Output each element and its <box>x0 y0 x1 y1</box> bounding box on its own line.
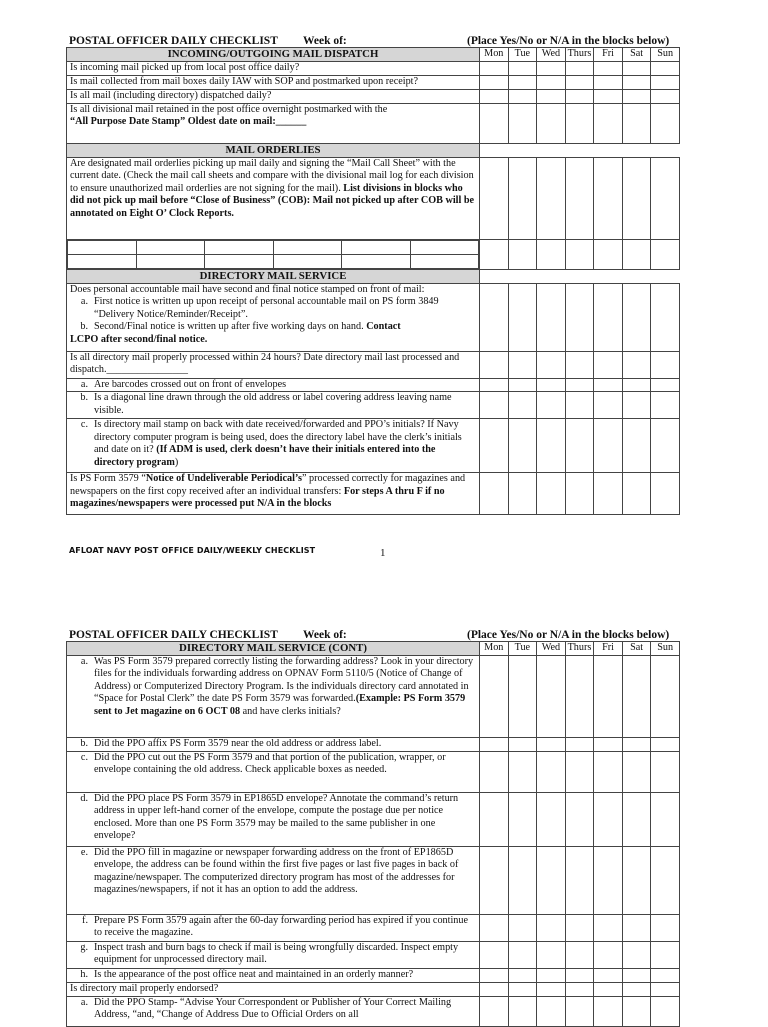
answer-cell-thurs[interactable] <box>565 656 594 738</box>
answer-cell-sun[interactable] <box>651 793 680 847</box>
division-block[interactable] <box>136 241 205 255</box>
answer-cell-thurs[interactable] <box>565 983 594 997</box>
answer-cell-fri[interactable] <box>594 752 623 793</box>
page-header <box>69 35 681 47</box>
question-text: Is all divisional mail retained in the post office overnight postmarked with the <box>70 104 388 115</box>
answer-cell-tue[interactable] <box>508 969 537 983</box>
answer-cell-fri[interactable] <box>594 738 623 752</box>
checklist-question <box>67 915 480 942</box>
answer-cell-fri[interactable] <box>594 352 623 379</box>
item-text: Did the PPO place PS Form 3579 in EP1865D envelope? Annotate the command’s return address in upper left-hand corner of the envelope, compute the postage due per notice enclosed. More than one PS Form 3579 may be mailed to the same publisher in one envelope? <box>94 793 459 842</box>
instructions-label: (Place Yes/No or N/A in the blocks below) <box>467 629 670 641</box>
item-text: and have clerks initials? <box>240 705 341 717</box>
question-text: Is PS Form 3579 “ <box>70 473 146 485</box>
checklist-question <box>67 473 480 515</box>
answer-cell-thurs[interactable] <box>565 915 594 942</box>
answer-cell-tue[interactable] <box>508 76 537 90</box>
answer-cell-tue[interactable] <box>508 240 537 270</box>
answer-cell-wed[interactable] <box>537 793 566 847</box>
section-heading: MAIL ORDERLIES <box>67 144 480 158</box>
item-letter: a. <box>80 379 88 390</box>
checklist-title: POSTAL OFFICER DAILY CHECKLIST <box>69 629 278 641</box>
answer-cell-mon[interactable] <box>480 969 509 983</box>
division-block[interactable] <box>68 255 137 269</box>
division-block[interactable] <box>410 241 479 255</box>
answer-cell-tue[interactable] <box>508 983 537 997</box>
answer-cell-wed[interactable] <box>537 915 566 942</box>
answer-cell-tue[interactable] <box>508 352 537 379</box>
answer-cell-wed[interactable] <box>537 983 566 997</box>
item-text: ) <box>174 456 179 468</box>
section-heading: DIRECTORY MAIL SERVICE <box>67 270 480 284</box>
division-block[interactable] <box>136 255 205 269</box>
answer-cell-tue[interactable] <box>508 997 537 1027</box>
day-header-wed: Wed <box>537 642 566 656</box>
answer-cell-sun[interactable] <box>651 104 680 144</box>
page-number: 1 <box>380 547 386 559</box>
answer-cell-fri[interactable] <box>594 419 623 473</box>
answer-cell-thurs[interactable] <box>565 847 594 915</box>
answer-cell-tue[interactable] <box>508 392 537 419</box>
answer-cell-fri[interactable] <box>594 969 623 983</box>
answer-cell-sun[interactable] <box>651 738 680 752</box>
checklist-question <box>67 392 480 419</box>
answer-cell-mon[interactable] <box>480 419 509 473</box>
answer-cell-tue[interactable] <box>508 915 537 942</box>
answer-cell-sun[interactable] <box>651 90 680 104</box>
answer-cell-mon[interactable] <box>480 983 509 997</box>
answer-cell-sat[interactable] <box>622 62 651 76</box>
answer-cell-fri[interactable] <box>594 942 623 969</box>
checklist-question <box>67 419 480 473</box>
checklist-question <box>67 847 480 915</box>
answer-cell-thurs[interactable] <box>565 793 594 847</box>
item-text: Did the PPO cut out the PS Form 3579 and that portion of the publication, wrapper, or envelope containing the old address. Check applicable boxes as needed. <box>94 752 446 776</box>
item-letter: c. <box>80 752 88 763</box>
footer-title: AFLOAT NAVY POST OFFICE DAILY/WEEKLY CHECKLIST <box>69 546 316 555</box>
checklist-question: Is mail collected from mail boxes daily IAW with SOP and postmarked upon receipt? <box>67 76 480 90</box>
item-text-bold: Contact <box>366 321 401 333</box>
answer-cell-wed[interactable] <box>537 90 566 104</box>
item-text: Is a diagonal line drawn through the old address or label covering address leaving name visible. <box>94 392 452 416</box>
answer-cell-wed[interactable] <box>537 942 566 969</box>
answer-cell-wed[interactable] <box>537 104 566 144</box>
answer-cell-fri[interactable] <box>594 392 623 419</box>
answer-cell-wed[interactable] <box>537 76 566 90</box>
answer-cell-sat[interactable] <box>622 997 651 1027</box>
day-header-sat: Sat <box>622 48 651 62</box>
answer-cell-thurs[interactable] <box>565 392 594 419</box>
checklist-question <box>67 942 480 969</box>
answer-cell-sun[interactable] <box>651 473 680 515</box>
answer-cell-fri[interactable] <box>594 847 623 915</box>
answer-cell-sat[interactable] <box>622 158 651 240</box>
checklist-question <box>67 752 480 793</box>
checklist-table-page-1 <box>66 47 680 515</box>
page-header <box>69 629 681 641</box>
answer-cell-fri[interactable] <box>594 62 623 76</box>
item-text: Is the appearance of the post office neat and maintained in an orderly manner? <box>94 969 414 980</box>
item-text: Did the PPO fill in magazine or newspaper forwarding address on the front of EP1865D envelope, the address can be found within the first five pages or last five pages in back of magazine/newspaper. The computerized directory program has most of the addresses for magazines/newspapers, if not it has an option to add the address. <box>94 847 459 896</box>
answer-cell-sat[interactable] <box>622 284 651 352</box>
answer-cell-thurs[interactable] <box>565 752 594 793</box>
checklist-question <box>67 997 480 1027</box>
answer-cell-fri[interactable] <box>594 473 623 515</box>
day-header-tue: Tue <box>508 48 537 62</box>
item-letter: a. <box>80 296 88 308</box>
answer-cell-sat[interactable] <box>622 738 651 752</box>
answer-cell-wed[interactable] <box>537 240 566 270</box>
answer-cell-tue[interactable] <box>508 379 537 392</box>
answer-cell-sat[interactable] <box>622 379 651 392</box>
question-text: ” processed correctly for magazines and newspapers on the first copy received after an individual transfers: <box>70 473 466 497</box>
answer-cell-wed[interactable] <box>537 847 566 915</box>
answer-cell-thurs[interactable] <box>565 379 594 392</box>
answer-cell-sat[interactable] <box>622 419 651 473</box>
answer-cell-mon[interactable] <box>480 738 509 752</box>
answer-cell-sun[interactable] <box>651 915 680 942</box>
answer-cell-sun[interactable] <box>651 352 680 379</box>
answer-cell-tue[interactable] <box>508 284 537 352</box>
answer-cell-fri[interactable] <box>594 983 623 997</box>
answer-cell-tue[interactable] <box>508 738 537 752</box>
item-text-bold: (If ADM is used, clerk doesn’t have their initials entered into the directory program <box>94 444 436 468</box>
item-letter: d. <box>80 793 88 804</box>
answer-cell-tue[interactable] <box>508 90 537 104</box>
week-of-label: Week of: <box>303 35 347 47</box>
answer-cell-thurs[interactable] <box>565 62 594 76</box>
answer-cell-wed[interactable] <box>537 738 566 752</box>
item-text: Did the PPO Stamp- “Advise Your Correspondent or Publisher of Your Correct Mailing Address, “and, “Change of Address Due to Official Orders on all <box>94 997 452 1021</box>
answer-cell-mon[interactable] <box>480 997 509 1027</box>
answer-cell-wed[interactable] <box>537 997 566 1027</box>
answer-cell-mon[interactable] <box>480 284 509 352</box>
answer-cell-wed[interactable] <box>537 62 566 76</box>
answer-cell-sun[interactable] <box>651 62 680 76</box>
answer-cell-sun[interactable] <box>651 158 680 240</box>
answer-cell-thurs[interactable] <box>565 90 594 104</box>
answer-cell-mon[interactable] <box>480 847 509 915</box>
answer-cell-thurs[interactable] <box>565 240 594 270</box>
answer-cell-tue[interactable] <box>508 942 537 969</box>
day-header-mon: Mon <box>480 642 509 656</box>
answer-cell-wed[interactable] <box>537 656 566 738</box>
answer-cell-tue[interactable] <box>508 656 537 738</box>
checklist-question <box>67 793 480 847</box>
answer-cell-fri[interactable] <box>594 379 623 392</box>
checklist-question <box>67 379 480 392</box>
day-header-sun: Sun <box>651 48 680 62</box>
answer-cell-mon[interactable] <box>480 104 509 144</box>
item-text-bold: LCPO after second/final notice. <box>70 333 208 345</box>
answer-cell-sun[interactable] <box>651 983 680 997</box>
answer-cell-fri[interactable] <box>594 90 623 104</box>
answer-cell-wed[interactable] <box>537 419 566 473</box>
answer-cell-sat[interactable] <box>622 392 651 419</box>
checklist-question <box>67 284 480 352</box>
answer-cell-sat[interactable] <box>622 915 651 942</box>
answer-cell-sun[interactable] <box>651 240 680 270</box>
answer-cell-tue[interactable] <box>508 62 537 76</box>
answer-cell-tue[interactable] <box>508 793 537 847</box>
answer-cell-sun[interactable] <box>651 942 680 969</box>
question-text-bold: “All Purpose Date Stamp” Oldest date on mail:______ <box>70 116 307 128</box>
division-block[interactable] <box>273 241 342 255</box>
division-block[interactable] <box>205 241 274 255</box>
answer-cell-sat[interactable] <box>622 847 651 915</box>
answer-cell-mon[interactable] <box>480 379 509 392</box>
answer-cell-tue[interactable] <box>508 419 537 473</box>
item-text: Was PS Form 3579 prepared correctly listing the forwarding address? Look in your directory files for the individuals forwarding address on OPNAV Form 5110/5 (Notice of Change of Address) or Computerized Directory Program. Is the individuals directory card annotated in “Space for Postal Clerk” the date PS Form 3579 was forwarded. <box>94 656 474 705</box>
day-header-sun: Sun <box>651 642 680 656</box>
answer-cell-mon[interactable] <box>480 62 509 76</box>
instructions-label: (Place Yes/No or N/A in the blocks below) <box>467 35 670 47</box>
question-text-bold: Notice of Undeliverable Periodical’s <box>145 473 302 485</box>
answer-cell-fri[interactable] <box>594 793 623 847</box>
day-header-fri: Fri <box>594 48 623 62</box>
division-block[interactable] <box>205 255 274 269</box>
item-letter: a. <box>80 656 88 667</box>
answer-cell-sun[interactable] <box>651 969 680 983</box>
checklist-question <box>67 104 480 144</box>
answer-cell-mon[interactable] <box>480 942 509 969</box>
answer-cell-sun[interactable] <box>651 392 680 419</box>
answer-cell-sun[interactable] <box>651 419 680 473</box>
item-letter: h. <box>80 969 88 980</box>
answer-cell-thurs[interactable] <box>565 942 594 969</box>
answer-cell-sun[interactable] <box>651 997 680 1027</box>
answer-cell-thurs[interactable] <box>565 969 594 983</box>
answer-cell-wed[interactable] <box>537 379 566 392</box>
checklist-question: Is directory mail properly endorsed? <box>67 983 480 997</box>
item-letter: g. <box>80 942 88 953</box>
division-block[interactable] <box>342 241 411 255</box>
week-of-label: Week of: <box>303 629 347 641</box>
answer-cell-mon[interactable] <box>480 392 509 419</box>
checklist-question <box>67 656 480 738</box>
answer-cell-sat[interactable] <box>622 90 651 104</box>
answer-cell-fri[interactable] <box>594 158 623 240</box>
answer-cell-fri[interactable] <box>594 240 623 270</box>
answer-cell-thurs[interactable] <box>565 473 594 515</box>
checklist-question: Is incoming mail picked up from local post office daily? <box>67 62 480 76</box>
answer-cell-mon[interactable] <box>480 76 509 90</box>
answer-cell-thurs[interactable] <box>565 419 594 473</box>
checklist-question <box>67 969 480 983</box>
question-text: Does personal accountable mail have second and final notice stamped on front of mail: <box>70 284 425 295</box>
answer-cell-sat[interactable] <box>622 352 651 379</box>
checklist-table-page-2 <box>66 641 680 1027</box>
answer-cell-sat[interactable] <box>622 240 651 270</box>
answer-cell-fri[interactable] <box>594 284 623 352</box>
day-header-mon: Mon <box>480 48 509 62</box>
item-letter: b. <box>80 738 88 749</box>
question-text-bold: For steps A thru F if no magazines/newspapers were processed put N/A in the blocks <box>70 485 445 510</box>
day-header-sat: Sat <box>622 642 651 656</box>
answer-cell-mon[interactable] <box>480 656 509 738</box>
checklist-question: Is all directory mail properly processed within 24 hours? Date directory mail last processed and dispatch.________________ <box>67 352 480 379</box>
answer-cell-mon[interactable] <box>480 90 509 104</box>
day-header-thurs: Thurs <box>565 642 594 656</box>
answer-cell-wed[interactable] <box>537 752 566 793</box>
division-block[interactable] <box>68 241 137 255</box>
answer-cell-sat[interactable] <box>622 76 651 90</box>
division-block[interactable] <box>273 255 342 269</box>
answer-cell-thurs[interactable] <box>565 158 594 240</box>
answer-cell-wed[interactable] <box>537 158 566 240</box>
answer-cell-sun[interactable] <box>651 284 680 352</box>
answer-cell-wed[interactable] <box>537 392 566 419</box>
answer-cell-sat[interactable] <box>622 473 651 515</box>
answer-cell-sat[interactable] <box>622 942 651 969</box>
item-text-bold: (Example: PS Form 3579 sent to Jet magazine on 6 OCT 08 <box>94 693 466 717</box>
item-text: First notice is written up upon receipt of personal accountable mail on PS form 3849 “Delivery Notice/Reminder/Receipt”. <box>94 296 439 320</box>
answer-cell-fri[interactable] <box>594 656 623 738</box>
item-text: Did the PPO affix PS Form 3579 near the old address or address label. <box>94 738 382 749</box>
answer-cell-thurs[interactable] <box>565 352 594 379</box>
answer-cell-sat[interactable] <box>622 752 651 793</box>
answer-cell-fri[interactable] <box>594 104 623 144</box>
item-letter: b. <box>80 321 88 333</box>
answer-cell-fri[interactable] <box>594 76 623 90</box>
answer-cell-mon[interactable] <box>480 158 509 240</box>
answer-cell-tue[interactable] <box>508 752 537 793</box>
answer-cell-mon[interactable] <box>480 752 509 793</box>
answer-cell-wed[interactable] <box>537 969 566 983</box>
division-grid <box>67 240 479 269</box>
item-text: Second/Final notice is written up after five working days on hand. <box>94 321 364 333</box>
answer-cell-thurs[interactable] <box>565 76 594 90</box>
answer-cell-mon[interactable] <box>480 240 509 270</box>
answer-cell-sat[interactable] <box>622 104 651 144</box>
answer-cell-tue[interactable] <box>508 104 537 144</box>
day-header-thurs: Thurs <box>565 48 594 62</box>
answer-cell-wed[interactable] <box>537 284 566 352</box>
answer-cell-sat[interactable] <box>622 793 651 847</box>
item-letter: c. <box>80 419 88 431</box>
answer-cell-tue[interactable] <box>508 473 537 515</box>
division-blocks <box>67 240 480 270</box>
answer-cell-mon[interactable] <box>480 352 509 379</box>
answer-cell-thurs[interactable] <box>565 284 594 352</box>
item-letter: b. <box>80 392 88 404</box>
checklist-question <box>67 738 480 752</box>
item-text: Is directory mail stamp on back with date received/forwarded and PPO’s initials? If Navy directory computer program is being used, does the directory label have the clerk’s initials and date on it? <box>94 419 462 456</box>
answer-cell-sun[interactable] <box>651 656 680 738</box>
checklist-question: Is all mail (including directory) dispatched daily? <box>67 90 480 104</box>
answer-cell-mon[interactable] <box>480 473 509 515</box>
day-header-wed: Wed <box>537 48 566 62</box>
answer-cell-sun[interactable] <box>651 379 680 392</box>
section-heading: DIRECTORY MAIL SERVICE (CONT) <box>67 642 480 656</box>
item-text: Inspect trash and burn bags to check if mail is being wrongfully discarded. Inspect empty equipment for unprocessed directory mail. <box>94 942 459 966</box>
item-letter: a. <box>80 997 88 1008</box>
division-block[interactable] <box>410 255 479 269</box>
answer-cell-sun[interactable] <box>651 76 680 90</box>
answer-cell-wed[interactable] <box>537 473 566 515</box>
item-letter: f. <box>82 915 88 926</box>
answer-cell-tue[interactable] <box>508 847 537 915</box>
answer-cell-sat[interactable] <box>622 969 651 983</box>
day-header-tue: Tue <box>508 642 537 656</box>
item-letter: e. <box>80 847 88 858</box>
checklist-title: POSTAL OFFICER DAILY CHECKLIST <box>69 35 278 47</box>
answer-cell-thurs[interactable] <box>565 738 594 752</box>
item-text: Are barcodes crossed out on front of envelopes <box>94 379 287 390</box>
answer-cell-sat[interactable] <box>622 983 651 997</box>
answer-cell-sun[interactable] <box>651 752 680 793</box>
question-text: Are designated mail orderlies picking up mail daily and signing the “Mail Call Sheet” with the current date. (Check the mail call sheets and compare with the divisional mail log for each division to ensure unauthorized mail orderlies are not signing for the mail). <box>70 158 474 194</box>
answer-cell-fri[interactable] <box>594 997 623 1027</box>
checklist-question <box>67 158 480 240</box>
answer-cell-sat[interactable] <box>622 656 651 738</box>
item-text: Prepare PS Form 3579 again after the 60-day forwarding period has expired if you continue to receive the magazine. <box>94 915 469 939</box>
answer-cell-wed[interactable] <box>537 352 566 379</box>
answer-cell-mon[interactable] <box>480 793 509 847</box>
question-text-bold: List divisions in blocks who did not pick up mail before “Close of Business” (COB): Mail not picked up after COB will be annotated on Eight O’ Clock Reports. <box>70 182 475 219</box>
day-header-fri: Fri <box>594 642 623 656</box>
answer-cell-sun[interactable] <box>651 847 680 915</box>
answer-cell-thurs[interactable] <box>565 104 594 144</box>
answer-cell-mon[interactable] <box>480 915 509 942</box>
section-heading: INCOMING/OUTGOING MAIL DISPATCH <box>67 48 480 62</box>
answer-cell-tue[interactable] <box>508 158 537 240</box>
answer-cell-thurs[interactable] <box>565 997 594 1027</box>
answer-cell-fri[interactable] <box>594 915 623 942</box>
division-block[interactable] <box>342 255 411 269</box>
